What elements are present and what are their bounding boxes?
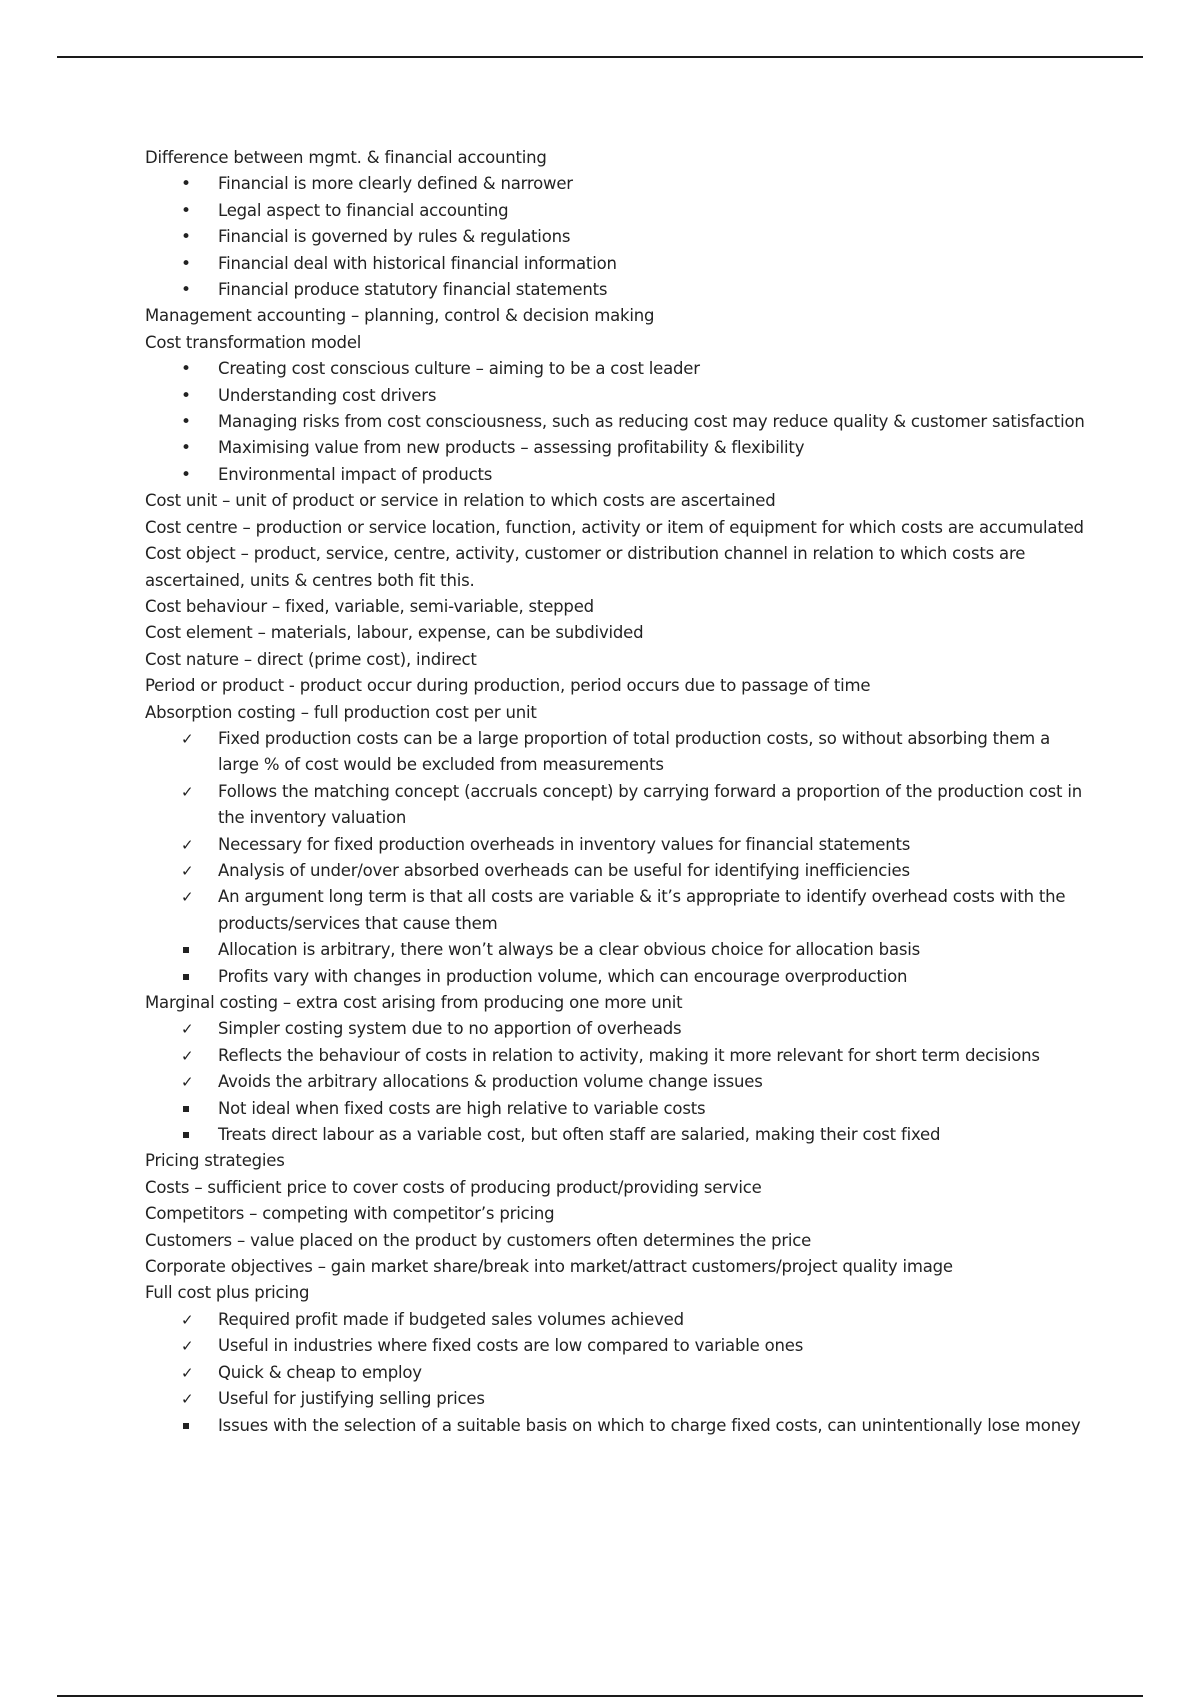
list-item-text: Simpler costing system due to no apportion of overheads [218,1019,682,1039]
checkmark-icon [181,1333,201,1359]
bullet-icon [181,251,201,277]
text-line: Cost transformation model [145,332,362,352]
list-item-text: Financial produce statutory financial statements [218,280,608,300]
checkmark-icon [181,884,201,910]
square-bullet-icon [181,937,201,963]
list-item-text: Financial deal with historical financial information [218,253,617,273]
footer-rule [57,1695,1143,1697]
text-line: Pricing strategies [145,1151,285,1171]
list-item-text: Managing risks from cost consciousness, such as reducing cost may reduce quality & customer satisfaction [218,412,1085,432]
list-item [145,356,1085,382]
list-item [145,1016,1085,1042]
list-item [145,1069,1085,1095]
text-line: Cost object – product, service, centre, activity, customer or distribution channel in relation to which costs are ascertained, units & centres both fit this. [145,544,1026,590]
text-line: Cost element – materials, labour, expense, can be subdivided [145,623,644,643]
list-item [145,937,1085,963]
list-item-text: Financial is governed by rules & regulations [218,227,571,247]
list-item-text: Maximising value from new products – assessing profitability & flexibility [218,438,805,458]
list-item [145,462,1085,488]
list-item-text: Required profit made if budgeted sales volumes achieved [218,1309,684,1329]
checkmark-icon [181,858,201,884]
list-item [145,224,1085,250]
list-item [145,198,1085,224]
list-item-text: Financial is more clearly defined & narrower [218,174,573,194]
bullet-icon [181,356,201,382]
list-item-text: Useful in industries where fixed costs are low compared to variable ones [218,1336,804,1356]
list-item [145,435,1085,461]
list-item-text: Issues with the selection of a suitable basis on which to charge fixed costs, can unintentionally lose money [218,1415,1081,1435]
list-item-text: Creating cost conscious culture – aiming to be a cost leader [218,359,700,379]
header-rule [57,56,1143,58]
list-item-text: Fixed production costs can be a large proportion of total production costs, so without absorbing them a large % of cost would be excluded from measurements [218,728,1050,775]
list-item [145,726,1085,779]
list-item [145,1360,1085,1386]
checkmark-icon [181,726,201,752]
square-list [145,1413,1085,1439]
bullet-icon [181,462,201,488]
list-item [145,964,1085,990]
bullet-icon [181,277,201,303]
checkmark-icon [181,1069,201,1095]
list-item-text: Treats direct labour as a variable cost, but often staff are salaried, making their cost fixed [218,1125,941,1145]
text-line: Cost nature – direct (prime cost), indirect [145,649,477,669]
text-line: Cost centre – production or service location, function, activity or item of equipment for which costs are accumulated [145,517,1084,537]
check-list [145,726,1085,937]
list-item [145,1307,1085,1333]
text-line: Absorption costing – full production cost per unit [145,702,537,722]
list-item-text: Legal aspect to financial accounting [218,200,509,220]
square-bullet-icon [181,964,201,990]
list-item [145,1122,1085,1148]
list-item [145,884,1085,937]
list-item [145,171,1085,197]
text-line: Costs – sufficient price to cover costs of producing product/providing service [145,1177,762,1197]
bullet-icon [181,171,201,197]
bullet-icon [181,198,201,224]
bullet-icon [181,383,201,409]
list-item-text: Profits vary with changes in production volume, which can encourage overproduction [218,966,908,986]
bullet-icon [181,435,201,461]
list-item [145,409,1085,435]
list-item-text: Useful for justifying selling prices [218,1389,485,1409]
list-item-text: An argument long term is that all costs are variable & it’s appropriate to identify overhead costs with the products/services that cause them [218,887,1066,933]
bullet-list [145,356,1085,488]
list-item-text: Environmental impact of products [218,464,493,484]
list-item [145,1333,1085,1359]
checkmark-icon [181,1307,201,1333]
square-bullet-icon [181,1413,201,1439]
text-line: Corporate objectives – gain market share/break into market/attract customers/project quality image [145,1257,953,1277]
text-line: Full cost plus pricing [145,1283,310,1303]
list-item [145,779,1085,832]
bullet-list [145,171,1085,303]
document-body [145,145,1085,1439]
bullet-icon [181,409,201,435]
list-item-text: Not ideal when fixed costs are high relative to variable costs [218,1098,706,1118]
list-item [145,277,1085,303]
list-item [145,383,1085,409]
list-item [145,251,1085,277]
list-item-text: Quick & cheap to employ [218,1362,422,1382]
list-item-text: Reflects the behaviour of costs in relation to activity, making it more relevant for short term decisions [218,1045,1040,1065]
list-item-text: Necessary for fixed production overheads in inventory values for financial statements [218,834,911,854]
text-line: Management accounting – planning, control & decision making [145,306,655,326]
list-item [145,858,1085,884]
list-item [145,1386,1085,1412]
check-list [145,1307,1085,1413]
text-line: Cost behaviour – fixed, variable, semi-variable, stepped [145,596,594,616]
list-item-text: Allocation is arbitrary, there won’t always be a clear obvious choice for allocation basis [218,940,921,960]
checkmark-icon [181,1386,201,1412]
list-item-text: Avoids the arbitrary allocations & production volume change issues [218,1072,763,1092]
check-list [145,1016,1085,1095]
square-list [145,1096,1085,1149]
list-item [145,1096,1085,1122]
list-item [145,832,1085,858]
text-line: Competitors – competing with competitor’s pricing [145,1204,555,1224]
square-bullet-icon [181,1122,201,1148]
list-item-text: Understanding cost drivers [218,385,437,405]
list-item [145,1043,1085,1069]
text-line: Customers – value placed on the product by customers often determines the price [145,1230,812,1250]
list-item-text: Analysis of under/over absorbed overheads can be useful for identifying inefficiencies [218,860,910,880]
checkmark-icon [181,832,201,858]
checkmark-icon [181,1016,201,1042]
list-item [145,1413,1085,1439]
text-line: Period or product - product occur during production, period occurs due to passage of time [145,676,871,696]
square-list [145,937,1085,990]
checkmark-icon [181,779,201,805]
bullet-icon [181,224,201,250]
text-line: Cost unit – unit of product or service in relation to which costs are ascertained [145,491,776,511]
list-item-text: Follows the matching concept (accruals concept) by carrying forward a proportion of the production cost in the inventory valuation [218,781,1082,828]
text-line: Marginal costing – extra cost arising from producing one more unit [145,993,683,1012]
text-line: Difference between mgmt. & financial accounting [145,148,547,167]
checkmark-icon [181,1043,201,1069]
square-bullet-icon [181,1096,201,1122]
checkmark-icon [181,1360,201,1386]
